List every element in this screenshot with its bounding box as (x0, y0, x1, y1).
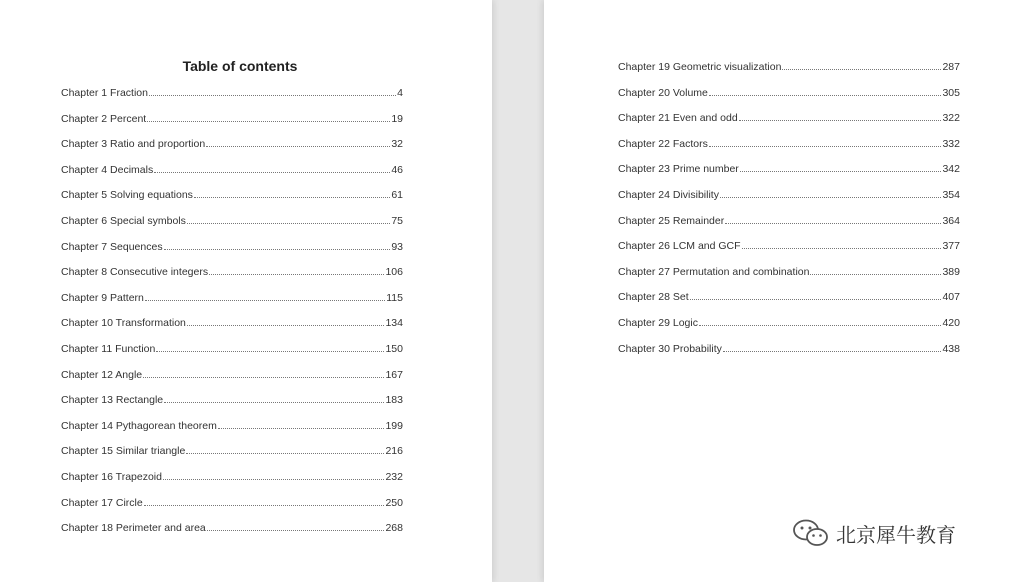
toc-entry-page-number: 150 (385, 342, 403, 355)
toc-entry-page-number: 4 (397, 87, 403, 99)
dot-leader (782, 69, 941, 70)
toc-list-left (61, 83, 403, 544)
dot-leader (709, 146, 942, 147)
toc-entry-label: Chapter 8 Consecutive integers (61, 266, 209, 279)
toc-entry-label: Chapter 2 Percent (61, 112, 147, 125)
toc-entry-label: Chapter 12 Angle (61, 368, 143, 381)
toc-entry[interactable] (61, 288, 403, 314)
dot-leader (164, 249, 391, 250)
toc-entry-page-number: 407 (942, 291, 960, 304)
toc-entry[interactable] (618, 134, 960, 160)
dot-leader (218, 428, 385, 429)
toc-entry[interactable] (618, 236, 960, 262)
toc-entry-page-number: 438 (942, 342, 960, 355)
toc-entry[interactable] (61, 185, 403, 211)
toc-entry-label: Chapter 7 Sequences (61, 240, 163, 253)
dot-leader (187, 223, 390, 224)
toc-entry-label: Chapter 3 Ratio and proportion (61, 138, 206, 151)
dot-leader (742, 248, 942, 249)
toc-entry-label: Chapter 10 Transformation (61, 317, 186, 330)
watermark-text: 北京犀牛教育 (836, 522, 956, 547)
toc-entry-page-number: 268 (385, 522, 403, 535)
toc-list-right (618, 57, 960, 364)
toc-entry-label: Chapter 24 Divisibility (618, 188, 719, 201)
toc-entry-page-number: 115 (386, 291, 403, 304)
toc-entry-page-number: 342 (942, 163, 960, 176)
toc-entry[interactable] (61, 83, 403, 109)
toc-entry-page-number: 250 (385, 496, 403, 509)
toc-entry[interactable] (618, 83, 960, 109)
toc-entry[interactable] (618, 262, 960, 288)
dot-leader (194, 197, 390, 198)
dot-leader (209, 274, 384, 275)
toc-entry-page-number: 322 (942, 112, 960, 125)
dot-leader (810, 274, 941, 275)
toc-entry[interactable] (618, 313, 960, 339)
toc-entry-label: Chapter 30 Probability (618, 342, 722, 355)
toc-entry-page-number: 61 (391, 189, 403, 202)
toc-entry-label: Chapter 1 Fraction (61, 87, 148, 99)
toc-entry-label: Chapter 9 Pattern (61, 291, 144, 304)
dot-leader (187, 325, 385, 326)
dot-leader (144, 505, 385, 506)
toc-entry-label: Chapter 14 Pythagorean theorem (61, 419, 217, 432)
toc-entry-label: Chapter 25 Remainder (618, 214, 725, 227)
dot-leader (739, 120, 942, 121)
toc-entry[interactable] (618, 211, 960, 237)
dot-leader (699, 325, 941, 326)
toc-entry[interactable] (61, 160, 403, 186)
toc-entry-page-number: 19 (391, 112, 403, 125)
toc-entry-label: Chapter 13 Rectangle (61, 394, 164, 407)
toc-entry[interactable] (61, 441, 403, 467)
toc-entry-page-number: 232 (385, 470, 403, 483)
toc-entry-label: Chapter 21 Even and odd (618, 112, 738, 125)
dot-leader (149, 95, 396, 96)
toc-entry[interactable] (618, 159, 960, 185)
toc-entry-page-number: 93 (391, 240, 403, 253)
wechat-icon (792, 518, 830, 548)
page-title: Table of contents (182, 58, 298, 74)
watermark (792, 518, 956, 548)
toc-entry[interactable] (61, 518, 403, 544)
dot-leader (740, 171, 942, 172)
toc-entry[interactable] (61, 313, 403, 339)
toc-entry[interactable] (61, 365, 403, 391)
right-page (544, 0, 1024, 582)
toc-entry-page-number: 354 (942, 188, 960, 201)
toc-entry[interactable] (618, 57, 960, 83)
toc-entry-page-number: 75 (391, 214, 403, 227)
toc-entry[interactable] (61, 134, 403, 160)
toc-entry-label: Chapter 23 Prime number (618, 163, 739, 176)
toc-entry-label: Chapter 29 Logic (618, 316, 698, 329)
toc-entry[interactable] (618, 339, 960, 365)
toc-entry-page-number: 287 (942, 61, 960, 73)
toc-entry[interactable] (618, 185, 960, 211)
dot-leader (156, 351, 384, 352)
toc-entry-page-number: 332 (942, 137, 960, 150)
dot-leader (720, 197, 942, 198)
toc-entry-label: Chapter 16 Trapezoid (61, 470, 162, 483)
dot-leader (143, 377, 384, 378)
dot-leader (690, 299, 942, 300)
toc-entry-label: Chapter 5 Solving equations (61, 189, 193, 202)
toc-entry-label: Chapter 19 Geometric visualization (618, 61, 782, 73)
toc-entry-label: Chapter 28 Set (618, 291, 689, 304)
toc-entry-label: Chapter 15 Similar triangle (61, 445, 186, 458)
toc-entry-page-number: 305 (942, 86, 960, 99)
toc-entry[interactable] (61, 467, 403, 493)
dot-leader (725, 223, 941, 224)
dot-leader (164, 402, 384, 403)
toc-entry[interactable] (61, 109, 403, 135)
toc-entry[interactable] (61, 211, 403, 237)
toc-entry-label: Chapter 20 Volume (618, 86, 708, 99)
toc-entry-label: Chapter 27 Permutation and combination (618, 265, 810, 278)
toc-entry-label: Chapter 22 Factors (618, 137, 708, 150)
toc-entry-label: Chapter 4 Decimals (61, 163, 154, 176)
toc-entry-page-number: 183 (385, 394, 403, 407)
toc-entry-page-number: 167 (385, 368, 403, 381)
toc-entry-page-number: 364 (942, 214, 960, 227)
toc-entry[interactable] (618, 108, 960, 134)
toc-entry-label: Chapter 6 Special symbols (61, 214, 186, 227)
dot-leader (145, 300, 385, 301)
toc-entry-page-number: 134 (385, 317, 403, 330)
toc-entry-label: Chapter 11 Function (61, 342, 156, 355)
toc-entry-label: Chapter 17 Circle (61, 496, 143, 509)
toc-entry-page-number: 46 (391, 163, 403, 176)
toc-entry-label: Chapter 18 Perimeter and area (61, 522, 206, 535)
toc-entry-page-number: 106 (385, 266, 403, 279)
toc-entry[interactable] (61, 339, 403, 365)
toc-entry[interactable] (61, 237, 403, 263)
toc-entry[interactable] (61, 416, 403, 442)
toc-entry-page-number: 199 (385, 419, 403, 432)
toc-entry[interactable] (618, 287, 960, 313)
dot-leader (206, 146, 390, 147)
toc-entry[interactable] (61, 493, 403, 519)
toc-entry-page-number: 389 (942, 265, 960, 278)
dot-leader (186, 453, 384, 454)
dot-leader (154, 172, 390, 173)
toc-entry-page-number: 420 (942, 316, 960, 329)
dot-leader (723, 351, 942, 352)
toc-entry-page-number: 377 (942, 240, 960, 253)
toc-entry[interactable] (61, 390, 403, 416)
toc-entry-page-number: 216 (385, 445, 403, 458)
left-page (0, 0, 492, 582)
toc-entry[interactable] (61, 262, 403, 288)
dot-leader (163, 479, 384, 480)
dot-leader (207, 530, 385, 531)
dot-leader (147, 121, 390, 122)
toc-entry-page-number: 32 (391, 138, 403, 151)
dot-leader (709, 95, 942, 96)
toc-entry-label: Chapter 26 LCM and GCF (618, 240, 741, 253)
